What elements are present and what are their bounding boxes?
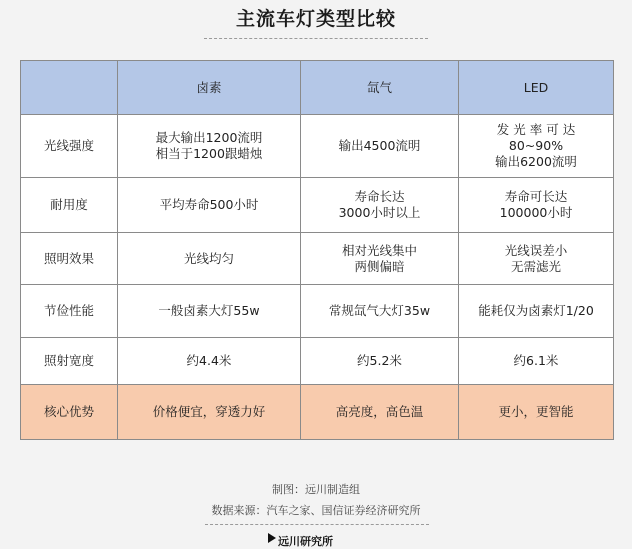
table-cell: 光线均匀 xyxy=(118,233,301,285)
table-cell: 相对光线集中 两侧偏暗 xyxy=(301,233,459,285)
table-cell: 平均寿命500小时 xyxy=(118,178,301,233)
table-cell: 最大输出1200流明 相当于1200跟蜡烛 xyxy=(118,115,301,178)
table-cell: 约4.4米 xyxy=(118,338,301,385)
table-cell: 更小，更智能 xyxy=(459,385,614,440)
play-icon xyxy=(268,533,276,543)
table-row xyxy=(21,178,614,233)
table-cell: 寿命长达 3000小时以上 xyxy=(301,178,459,233)
table-row xyxy=(21,338,614,385)
table-header-corner xyxy=(21,61,118,115)
table-cell: 一般卤素大灯55w xyxy=(118,285,301,338)
table-header-row xyxy=(21,61,614,115)
table-cell: 常规氙气大灯35w xyxy=(301,285,459,338)
table-cell: 发 光 率 可 达 80~90% 输出6200流明 xyxy=(459,115,614,178)
table-cell: 价格便宜，穿透力好 xyxy=(118,385,301,440)
table-header-led: LED xyxy=(459,61,614,115)
table-cell: 高亮度，高色温 xyxy=(301,385,459,440)
table-cell: 能耗仅为卤素灯1/20 xyxy=(459,285,614,338)
table-row-highlight xyxy=(21,385,614,440)
title-divider xyxy=(204,38,428,39)
row-label: 核心优势 xyxy=(21,385,118,440)
table-row xyxy=(21,285,614,338)
table-cell: 约6.1米 xyxy=(459,338,614,385)
table-cell: 光线误差小 无需滤光 xyxy=(459,233,614,285)
page-title: 主流车灯类型比较 xyxy=(235,8,396,30)
row-label: 光线强度 xyxy=(21,115,118,178)
table-cell: 输出4500流明 xyxy=(301,115,459,178)
brand-logo-text: 远川研究所 xyxy=(278,535,333,548)
row-label: 照射宽度 xyxy=(21,338,118,385)
comparison-table xyxy=(20,60,614,440)
footer-credit: 制图：远川制造组 xyxy=(272,483,360,496)
row-label: 节俭性能 xyxy=(21,285,118,338)
footer-source: 数据来源：汽车之家、国信证券经济研究所 xyxy=(211,504,421,517)
row-label: 照明效果 xyxy=(21,233,118,285)
table-cell: 约5.2米 xyxy=(301,338,459,385)
table-header-halogen: 卤素 xyxy=(118,61,301,115)
row-label: 耐用度 xyxy=(21,178,118,233)
table-header-xenon: 氙气 xyxy=(301,61,459,115)
table-row xyxy=(21,115,614,178)
table-row xyxy=(21,233,614,285)
table-cell: 寿命可长达 100000小时 xyxy=(459,178,614,233)
footer-divider xyxy=(205,524,429,525)
brand-logo xyxy=(268,533,333,548)
